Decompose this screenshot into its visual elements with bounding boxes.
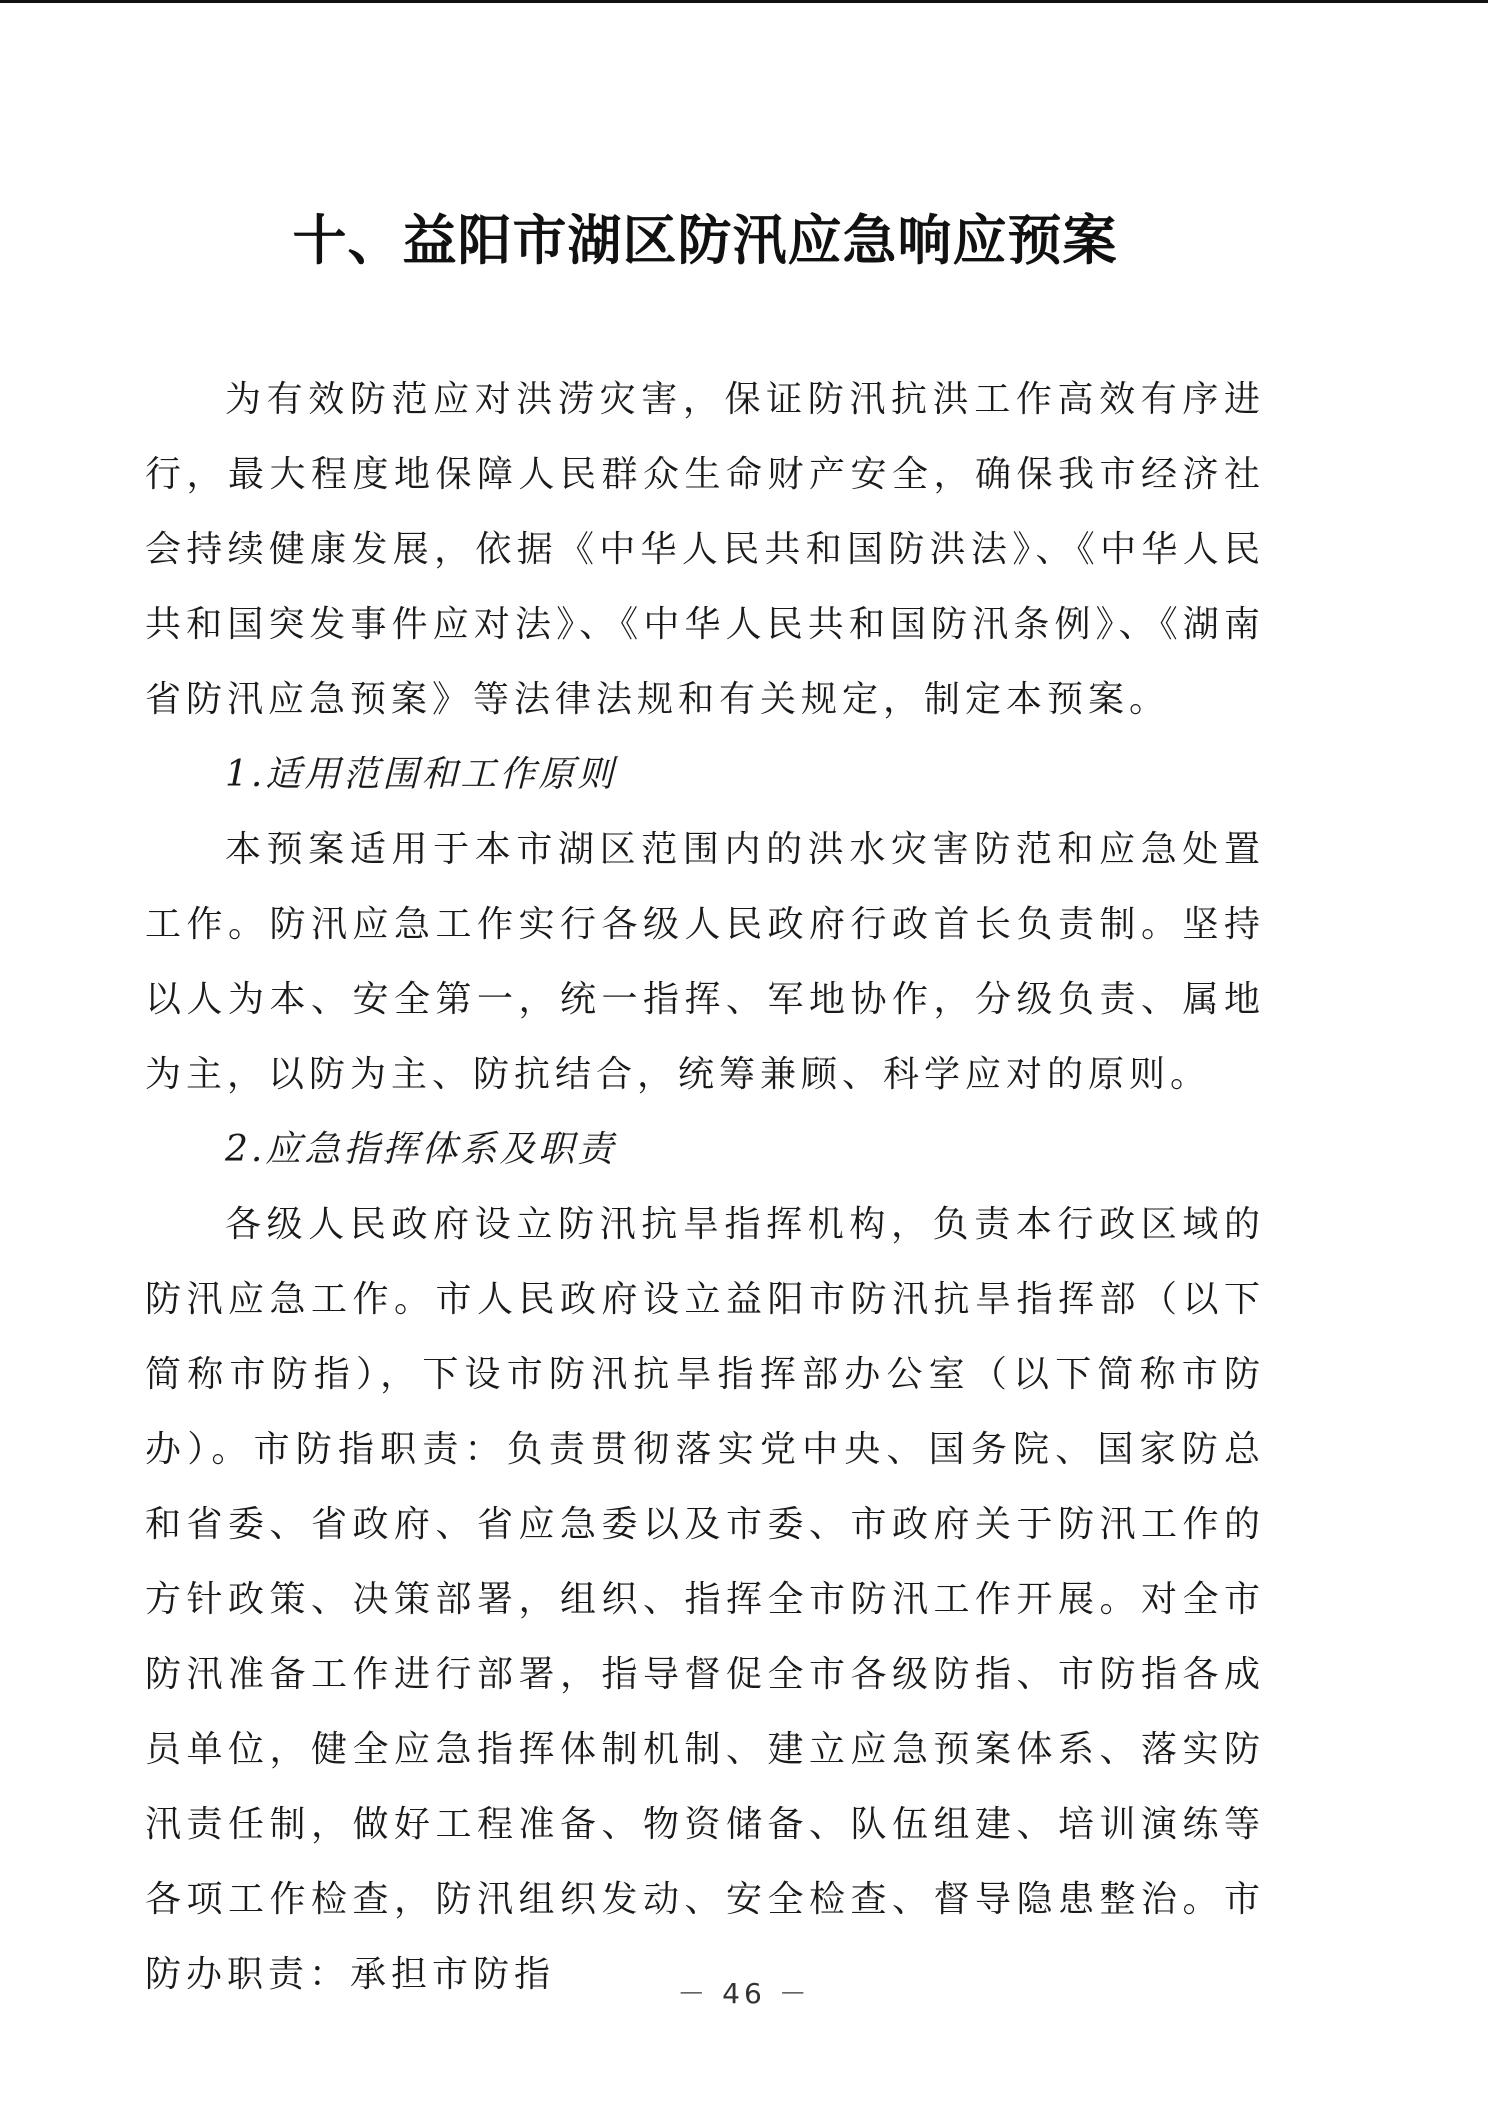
- document-title: 十、益阳市湖区防汛应急响应预案: [292, 208, 1118, 272]
- intro-paragraph: 为有效防范应对洪涝灾害，保证防汛抗洪工作高效有序进行，最大程度地保障人民群众生命财产安全，确保我市经济社会持续健康发展，依据《中华人民共和国防洪法》、《中华人民共和国突发事件应对法》、《中华人民共和国防汛条例》、《湖南省防汛应急预案》等法律法规和有关规定，制定本预案。: [145, 379, 1265, 720]
- section-heading-scope: 1.适用范围和工作原则: [225, 754, 617, 795]
- page-number: － 46 －: [677, 1977, 811, 2010]
- document-body: [145, 362, 1265, 2012]
- section-paragraph-command-system: 各级人民政府设立防汛抗旱指挥机构，负责本行政区域的防汛应急工作。市人民政府设立益阳市防汛抗旱指挥部（以下简称市防指），下设市防汛抗旱指挥部办公室（以下简称市防办）。市防指职责：负责贯彻落实党中央、国务院、国家防总和省委、省政府、省应急委以及市委、市政府关于防汛工作的方针政策、决策部署，组织、指挥全市防汛工作开展。对全市防汛准备工作进行部署，指导督促全市各级防指、市防指各成员单位，健全应急指挥体制机制、建立应急预案体系、落实防汛责任制，做好工程准备、物资储备、队伍组建、培训演练等各项工作检查，防汛组织发动、安全检查、督导隐患整治。市防办职责：承担市防指: [145, 1204, 1265, 1995]
- top-border-line: [0, 0, 1488, 3]
- section-heading-command-system: 2.应急指挥体系及职责: [225, 1129, 617, 1170]
- section-paragraph-scope: 本预案适用于本市湖区范围内的洪水灾害防范和应急处置工作。防汛应急工作实行各级人民政府行政首长负责制。坚持以人为本、安全第一，统一指挥、军地协作，分级负责、属地为主，以防为主、防抗结合，统筹兼顾、科学应对的原则。: [145, 829, 1265, 1095]
